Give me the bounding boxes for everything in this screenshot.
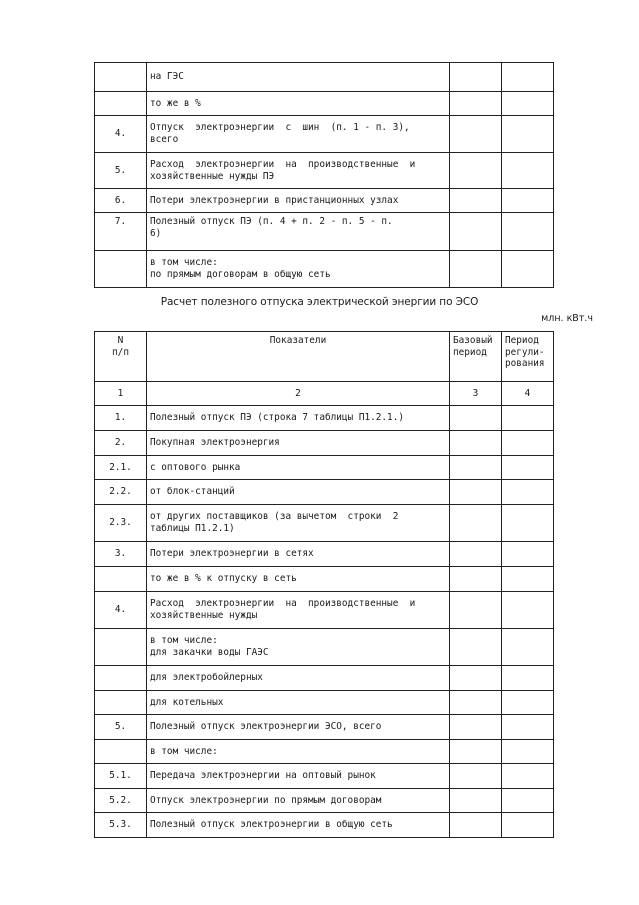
value-cell <box>450 480 502 505</box>
table-row <box>95 629 554 666</box>
value-cell <box>450 505 502 542</box>
row-text: на ГЭС <box>147 63 450 92</box>
row-number: 5. <box>95 715 147 740</box>
table-row <box>95 666 554 691</box>
header-indicators: Показатели <box>147 332 450 382</box>
row-text: Потери электроэнергии в сетях <box>147 542 450 567</box>
row-text: от блок-станций <box>147 480 450 505</box>
row-text: Расход электроэнергии на производственные и хозяйственные нужды <box>147 592 450 629</box>
row-number <box>95 251 147 288</box>
row-number <box>95 63 147 92</box>
column-number: 4 <box>502 382 554 406</box>
value-cell <box>450 63 502 92</box>
value-cell <box>450 715 502 740</box>
column-number: 1 <box>95 382 147 406</box>
column-number-row <box>95 382 554 406</box>
table-header-row <box>95 332 554 382</box>
header-regulation-period: Период регули- рования <box>502 332 554 382</box>
row-text: Расход электроэнергии на производственные и хозяйственные нужды ПЭ <box>147 153 450 189</box>
value-cell <box>502 592 554 629</box>
value-cell <box>450 92 502 116</box>
table-row <box>95 251 554 288</box>
value-cell <box>502 542 554 567</box>
row-text: в том числе: по прямым договорам в общую сеть <box>147 251 450 288</box>
value-cell <box>450 542 502 567</box>
value-cell <box>450 251 502 288</box>
table-row <box>95 789 554 813</box>
row-text: Полезный отпуск электроэнергии ЭСО, всего <box>147 715 450 740</box>
row-text: Отпуск электроэнергии по прямым договорам <box>147 789 450 813</box>
value-cell <box>450 116 502 153</box>
value-cell <box>450 567 502 592</box>
table-row <box>95 691 554 715</box>
table-row <box>95 542 554 567</box>
row-number <box>95 666 147 691</box>
row-text: для электробойлерных <box>147 666 450 691</box>
table-row <box>95 715 554 740</box>
value-cell <box>502 406 554 431</box>
row-text: Полезный отпуск ПЭ (п. 4 + п. 2 - п. 5 - п. 6) <box>147 213 450 251</box>
row-number: 6. <box>95 189 147 213</box>
value-cell <box>502 251 554 288</box>
table-row <box>95 813 554 838</box>
header-base-period: Базовый период <box>450 332 502 382</box>
row-text: Полезный отпуск электроэнергии в общую сеть <box>147 813 450 838</box>
table-row <box>95 740 554 764</box>
column-number: 3 <box>450 382 502 406</box>
row-number <box>95 740 147 764</box>
row-number <box>95 567 147 592</box>
table-row <box>95 189 554 213</box>
value-cell <box>502 789 554 813</box>
row-text: в том числе: <box>147 740 450 764</box>
table-row <box>95 567 554 592</box>
value-cell <box>502 213 554 251</box>
value-cell <box>502 715 554 740</box>
value-cell <box>450 592 502 629</box>
value-cell <box>450 629 502 666</box>
value-cell <box>502 456 554 480</box>
table-row <box>95 456 554 480</box>
table-row <box>95 592 554 629</box>
row-text: Покупная электроэнергия <box>147 431 450 456</box>
value-cell <box>502 740 554 764</box>
value-cell <box>502 764 554 789</box>
row-text: Отпуск электроэнергии с шин (п. 1 - п. 3), всего <box>147 116 450 153</box>
row-text: то же в % <box>147 92 450 116</box>
value-cell <box>502 92 554 116</box>
value-cell <box>502 813 554 838</box>
eso-table <box>94 331 554 838</box>
row-number <box>95 629 147 666</box>
row-number: 4. <box>95 116 147 153</box>
value-cell <box>502 63 554 92</box>
row-text: от других поставщиков (за вычетом строки 2 таблицы П1.2.1) <box>147 505 450 542</box>
value-cell <box>502 116 554 153</box>
row-number: 5.2. <box>95 789 147 813</box>
value-cell <box>502 691 554 715</box>
value-cell <box>450 740 502 764</box>
table-row <box>95 431 554 456</box>
row-number <box>95 92 147 116</box>
table-row <box>95 213 554 251</box>
row-number <box>95 691 147 715</box>
value-cell <box>502 505 554 542</box>
value-cell <box>450 431 502 456</box>
value-cell <box>450 153 502 189</box>
value-cell <box>502 666 554 691</box>
value-cell <box>502 431 554 456</box>
row-text: для котельных <box>147 691 450 715</box>
row-number: 2.3. <box>95 505 147 542</box>
row-text: в том числе: для закачки воды ГАЭС <box>147 629 450 666</box>
prior-table <box>94 62 554 288</box>
value-cell <box>450 189 502 213</box>
table-row <box>95 153 554 189</box>
row-text: то же в % к отпуску в сеть <box>147 567 450 592</box>
table-row <box>95 764 554 789</box>
value-cell <box>502 567 554 592</box>
header-num: N п/п <box>95 332 147 382</box>
value-cell <box>502 629 554 666</box>
table-row <box>95 63 554 92</box>
row-number: 2.2. <box>95 480 147 505</box>
value-cell <box>450 789 502 813</box>
row-number: 1. <box>95 406 147 431</box>
table-row <box>95 505 554 542</box>
value-cell <box>450 456 502 480</box>
row-text: Полезный отпуск ПЭ (строка 7 таблицы П1.2.1.) <box>147 406 450 431</box>
row-text: с оптового рынка <box>147 456 450 480</box>
column-number: 2 <box>147 382 450 406</box>
value-cell <box>450 813 502 838</box>
row-text: Передача электроэнергии на оптовый рынок <box>147 764 450 789</box>
row-number: 4. <box>95 592 147 629</box>
value-cell <box>502 153 554 189</box>
table-caption: Расчет полезного отпуска электрической энергии по ЭСО <box>160 296 479 308</box>
value-cell <box>450 406 502 431</box>
value-cell <box>502 480 554 505</box>
units-label: млн. кВт.ч <box>541 313 593 324</box>
row-number: 5.3. <box>95 813 147 838</box>
table-row <box>95 480 554 505</box>
value-cell <box>450 691 502 715</box>
table-row <box>95 406 554 431</box>
value-cell <box>450 764 502 789</box>
row-text: Потери электроэнергии в пристанционных узлах <box>147 189 450 213</box>
row-number: 2.1. <box>95 456 147 480</box>
row-number: 5.1. <box>95 764 147 789</box>
row-number: 7. <box>95 213 147 251</box>
row-number: 5. <box>95 153 147 189</box>
table-row <box>95 92 554 116</box>
table-row <box>95 116 554 153</box>
value-cell <box>450 666 502 691</box>
value-cell <box>502 189 554 213</box>
row-number: 2. <box>95 431 147 456</box>
value-cell <box>450 213 502 251</box>
row-number: 3. <box>95 542 147 567</box>
